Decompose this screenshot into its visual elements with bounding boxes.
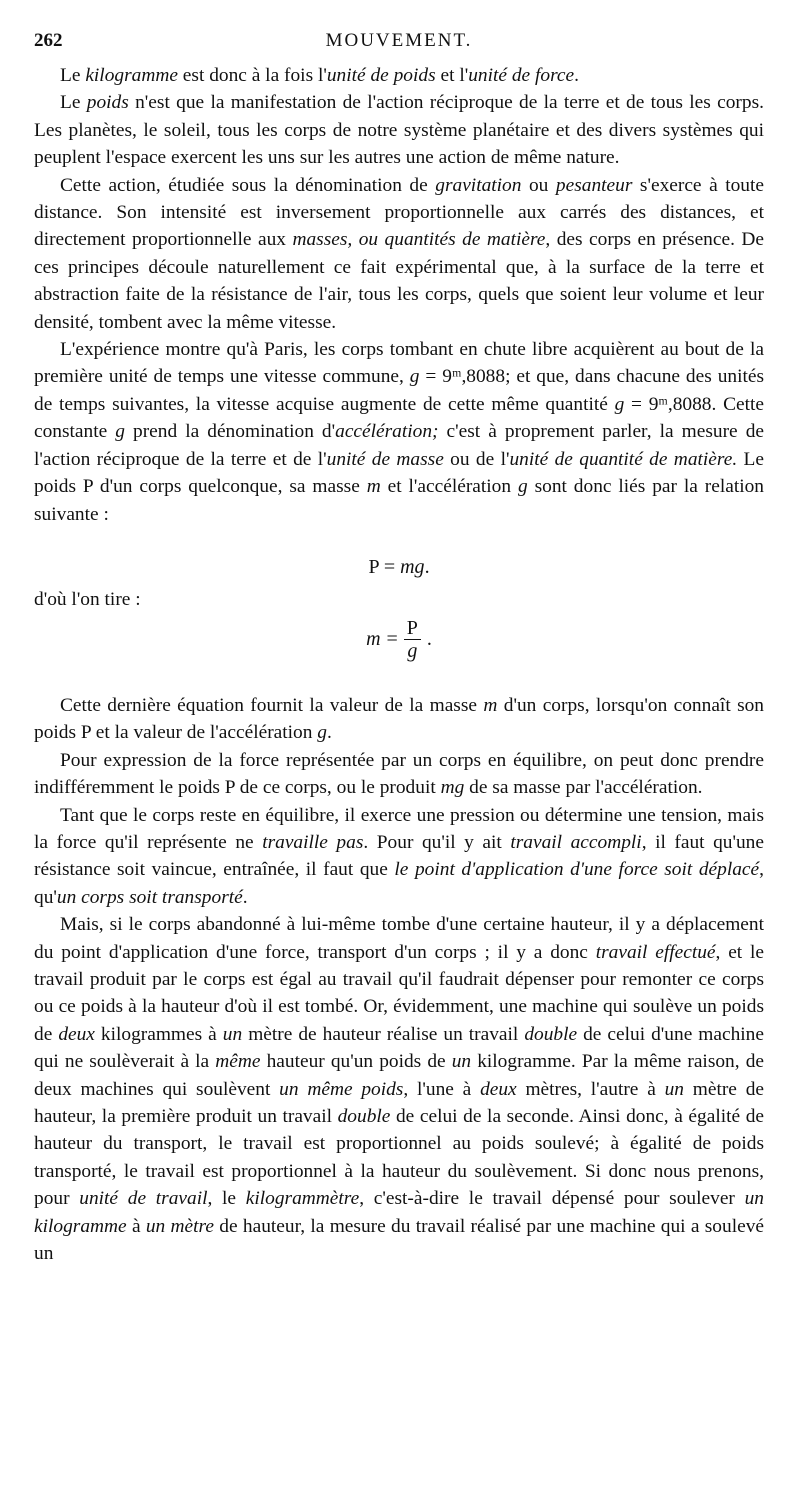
paragraph-poids: Le poids n'est que la manifestation de l'action réciproque de la terre et de tous les corps. Les planètes, le soleil, tous les corps de notre système planétaire et des divers systèmes qui peuplent l'espace exercent les uns sur les autres une action de même nature. [34,92,764,169]
paragraph-work: Mais, si le corps abandonné à lui-même tombe d'une certaine hauteur, il y a déplacement du point d'application d'une force, transport d'un corps ; il y a donc travail effectué, et le travail produit par le corps est égal au travail qu'il faudrait dépenser pour remonter ce corps ou ce poids à la hauteur d'où il est tombé. Or, évidemment, une machine qui soulève un poids de deux kilogrammes à un mètre de hauteur réalise un travail double de celui d'une machine qui ne soulèverait à la même hauteur qu'un poids de un kilogramme. Par la même raison, de deux machines qui soulèvent un même poids, l'une à deux mètres, l'autre à un mètre de hauteur, la première produit un travail double de celui de la seconde. Ainsi donc, à égalité de hauteur du transport, le travail est proportionnel au poids soulevé; à égalité de poids transporté, le travail est proportionnel à la hauteur du soulèvement. Si donc nous prenons, pour unité de travail, le kilogrammètre, c'est-à-dire le travail dépensé pour soulever un kilogramme à un mètre de hauteur, la mesure du travail réalisé par une machine qui a soulevé un [34,914,764,1265]
paragraph-gravitation: Cette action, étudiée sous la dénomination de gravitation ou pesanteur s'exerce à toute distance. Son intensité est inversement proportionnelle aux carrés des distances, et directement proportionnelle aux masses, ou quantités de matière, des corps en présence. De ces principes découle naturellement ce fait expérimental que, à la surface de la terre et abstraction faite de la résistance de l'air, tous les corps, quels que soient leur volume et leur densité, tombent avec la même vitesse. [34,174,764,333]
paragraph-force-expression: Pour expression de la force représentée par un corps en équilibre, on peut donc prendre indifféremment le poids P de ce corps, ou le produit mg de sa masse par l'accélération. [34,749,764,799]
fraction [404,617,421,662]
fraction-numerator: P [404,617,421,640]
paragraph-mass-value: Cette dernière équation fournit la valeur de la masse m d'un corps, lorsqu'on connaît son poids P et la valeur de l'accélération g. [34,694,765,744]
book-page [34,30,764,1267]
formula-weight: P = mg. [368,555,430,578]
formula-mass-lhs: m [366,627,381,650]
formula-mass-end: . [426,627,432,650]
page-number: 262 [34,30,63,51]
running-head: MOUVEMENT. [325,30,473,51]
paragraph-equilibrium: Tant que le corps reste en équilibre, il exerce une pression ou détermine une tension, mais la force qu'il représente ne travaille pas. Pour qu'il y ait travail accompli, il faut qu'une résistance soit vaincue, entraînée, il faut que le point d'application d'une force soit déplacé, qu'un corps soit transporté. [34,804,764,908]
formula-mass [34,617,764,662]
fraction-denominator: g [407,639,418,662]
page-header [34,30,764,62]
formula-lead-text: d'où l'on tire : [34,588,141,610]
formula-mass-eq: = [386,627,398,650]
paragraph-kilogramme: Le kilogramme est donc à la fois l'unité de poids et l'unité de force. [60,65,579,86]
paragraph-acceleration: L'expérience montre qu'à Paris, les corps tombant en chute libre acquièrent au bout de la première unité de temps une vitesse commune, g = 9ᵐ,8088; et que, dans chacune des unités de temps suivantes, la vitesse acquise augmente de cette même quantité g = 9ᵐ,8088. Cette constante g prend la dénomination d'accélération; c'est à proprement parler, la mesure de l'action réciproque de la terre et de l'unité de masse ou de l'unité de quantité de matière. Le poids P d'un corps quelconque, sa masse m et l'accélération g sont donc liés par la relation suivante : [34,339,765,525]
